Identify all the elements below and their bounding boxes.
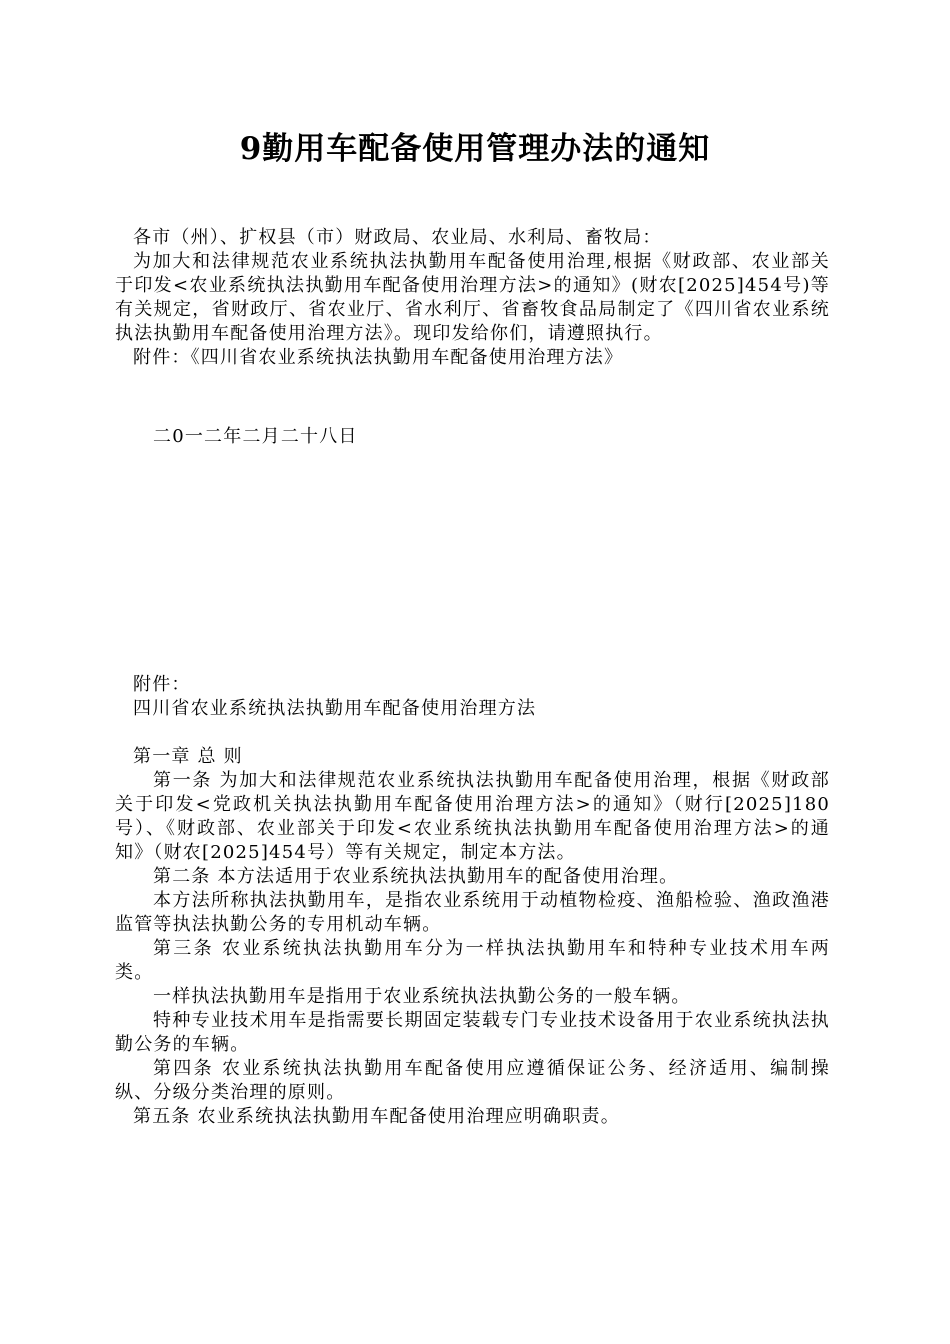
article-paragraph: 第五条 农业系统执法执勤用车配备使用治理应明确职责。 xyxy=(133,1106,620,1127)
intro-paragraph: 为加大和法律规范农业系统执法执勤用车配备使用治理,根据《财政部、农业部关于印发<农业系统执法执勤用车配备使用治理方法>的通知》(财农[2025]454号)等有关规定，省财政厅、省农业厅、省水利厅、省畜牧食品局制定了《四川省农业系统执法执勤用车配备使用治理方法》。现印发给你们，请遵照执行。 xyxy=(115,251,830,344)
article-paragraph: 第二条 本方法适用于农业系统执法执勤用车的配备使用治理。 xyxy=(153,866,679,887)
article-paragraph: 第四条 农业系统执法执勤用车配备使用应遵循保证公务、经济适用、编制操纵、分级分类治理的原则。 xyxy=(115,1058,830,1103)
attachment-body xyxy=(115,673,830,1129)
notice-body xyxy=(115,226,830,370)
article-paragraph: 第三条 农业系统执法执勤用车分为一样执法执勤用车和特种专业技术用车两类。 xyxy=(115,938,830,983)
article-paragraph: 一样执法执勤用车是指用于农业系统执法执勤公务的一般车辆。 xyxy=(153,986,691,1007)
attachment-title: 四川省农业系统执法执勤用车配备使用治理方法 xyxy=(133,698,537,719)
notice-date: 二0一二年二月二十八日 xyxy=(153,426,358,447)
blank-line xyxy=(115,721,830,745)
chapter-heading: 第一章 总 则 xyxy=(133,746,243,767)
document-title: 9勤用车配备使用管理办法的通知 xyxy=(239,131,711,167)
salutation: 各市（州）、扩权县（市）财政局、农业局、水利局、畜牧局： xyxy=(133,227,662,248)
article-paragraph: 特种专业技术用车是指需要长期固定装载专门专业技术设备用于农业系统执法执勤公务的车辆。 xyxy=(115,1010,830,1055)
article-paragraph: 第一条 为加大和法律规范农业系统执法执勤用车配备使用治理，根据《财政部关于印发<党政机关执法执勤用车配备使用治理方法>的通知》（财行[2025]180号）、《财政部、农业部关于印发<农业系统执法执勤用车配备使用治理方法>的通知》（财农[2025]454号）等有关规定，制定本方法。 xyxy=(115,770,830,863)
attachment-label: 附件： xyxy=(133,674,191,695)
notice-date-block xyxy=(115,425,830,449)
attachment-reference: 附件：《四川省农业系统执法执勤用车配备使用治理方法》 xyxy=(133,347,624,368)
article-paragraph: 本方法所称执法执勤用车，是指农业系统用于动植物检疫、渔船检验、渔政渔港监管等执法执勤公务的专用机动车辆。 xyxy=(115,890,830,935)
